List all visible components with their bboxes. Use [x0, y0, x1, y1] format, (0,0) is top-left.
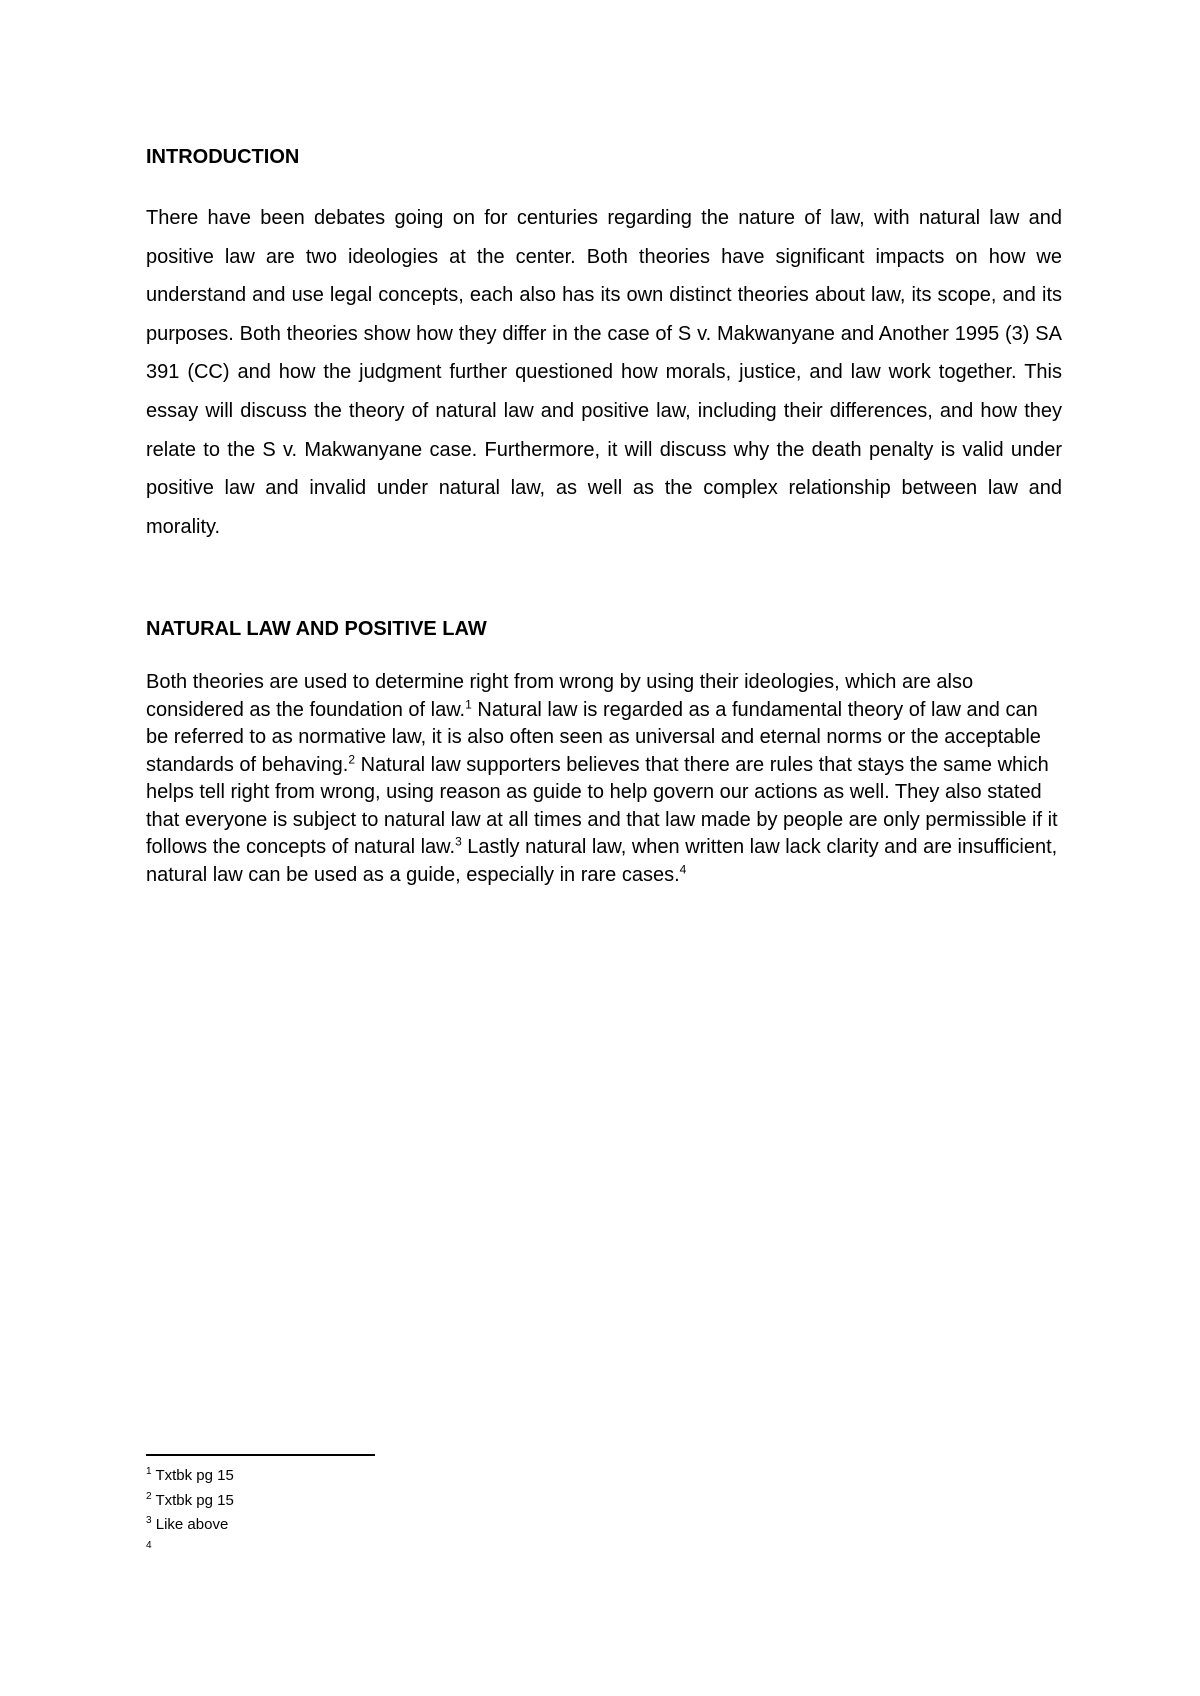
section-heading-natural-law: NATURAL LAW AND POSITIVE LAW — [146, 618, 487, 640]
paragraph-text-segment: Natural law is regarded as a fundamental theory of law and can be referred to as normative law, it is also often seen as universal and eternal norms or the acceptable standards of behaving. — [146, 698, 1041, 776]
footnote-number: 4 — [146, 1539, 152, 1551]
footnotes-list — [146, 1464, 234, 1562]
footnote-ref-3[interactable]: 3 — [455, 834, 462, 849]
footnote-text: Txtbk pg 15 — [155, 1467, 234, 1484]
paragraph-text-segment: Natural law supporters believes that there are rules that stays the same which helps tell right from wrong, using reason as guide to help govern our actions as well. They also stated that everyone is subject to natural law at all times and that law made by people are only permissible if it follows the concepts of natural law. — [146, 753, 1058, 858]
paragraph-text-segment: Lastly natural law, when written law lack clarity and are insufficient, natural law can be used as a guide, especially in rare cases. — [146, 836, 1058, 886]
footnote-separator — [146, 1454, 375, 1456]
footnote-number: 1 — [146, 1466, 152, 1477]
footnote-number: 2 — [146, 1490, 152, 1502]
footnote-item — [146, 1513, 234, 1538]
footnote-item — [146, 1538, 234, 1563]
footnote-ref-1[interactable]: 1 — [465, 696, 472, 711]
paragraph-text-segment: Both theories are used to determine right from wrong by using their ideologies, which are also considered as the foundation of law. — [146, 671, 974, 721]
section-heading-introduction: INTRODUCTION — [146, 146, 300, 168]
footnote-ref-2[interactable]: 2 — [348, 751, 356, 766]
footnote-item — [146, 1489, 234, 1514]
natural-law-paragraph — [146, 669, 1062, 889]
footnote-item — [146, 1464, 234, 1489]
footnote-number: 3 — [146, 1515, 152, 1526]
footnote-text: Txtbk pg 15 — [155, 1491, 234, 1509]
footnote-ref-4[interactable]: 4 — [679, 861, 687, 876]
footnote-text: Like above — [155, 1516, 229, 1533]
introduction-paragraph: There have been debates going on for centuries regarding the nature of law, with natural law and positive law are two ideologies at the center. Both theories have significant impacts on how we understand and use legal concepts, each also has its own distinct theories about law, its scope, and its purposes. Both theories show how they differ in the case of S v. Makwanyane and Another 1995 (3) SA 391 (CC) and how the judgment further questioned how morals, justice, and law work together. This essay will discuss the theory of natural law and positive law, including their differences, and how they relate to the S v. Makwanyane case. Furthermore, it will discuss why the death penalty is valid under positive law and invalid under natural law, as well as the complex relationship between law and morality. — [146, 207, 1062, 538]
